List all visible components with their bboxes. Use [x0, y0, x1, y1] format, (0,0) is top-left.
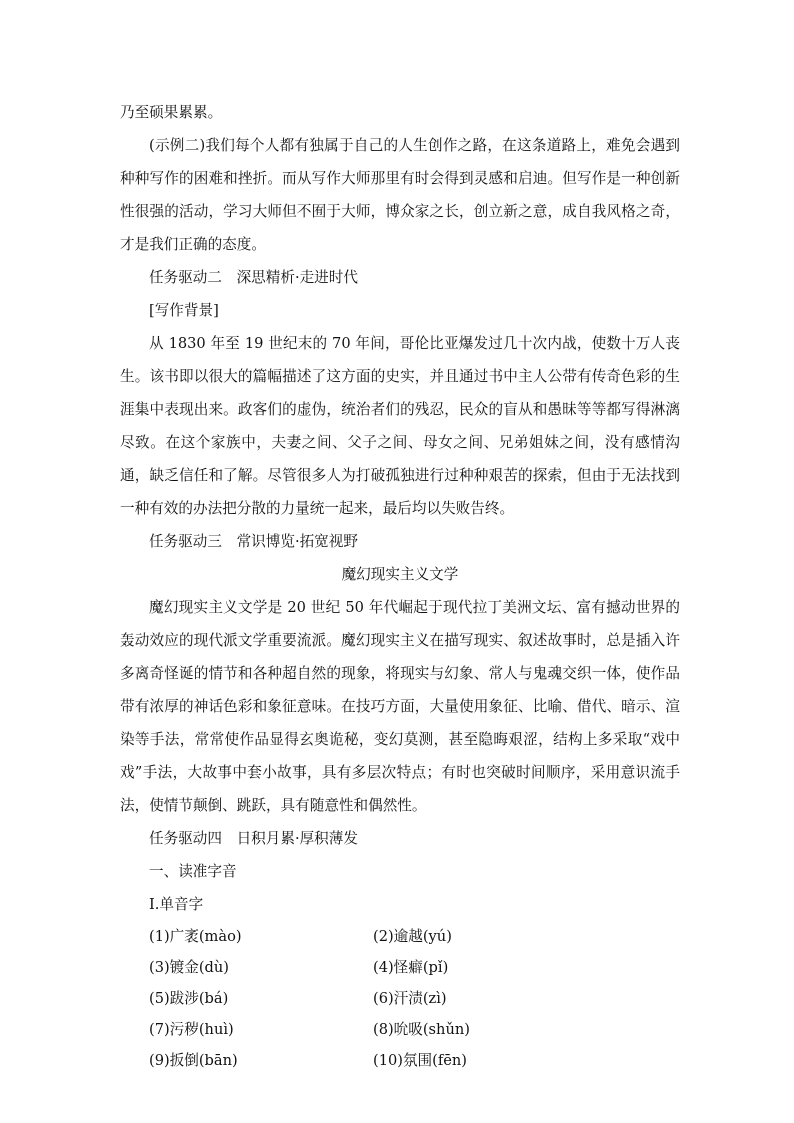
word-item: (10)氛围(fēn) [373, 1052, 467, 1069]
task-heading-two: 任务驱动二 深思精析·走进时代 [149, 269, 358, 286]
word-item: (2)逾越(yú) [373, 928, 452, 945]
subheading-pronunciation: 一、读准字音 [149, 863, 237, 880]
word-item: (8)吮吸(shǔn) [373, 1021, 470, 1038]
document-page [120, 96, 680, 1076]
word-item: (6)汗渍(zì) [373, 990, 447, 1007]
word-item: (4)怪癖(pǐ) [373, 959, 449, 976]
section-title: 魔幻现实主义文学 [341, 566, 459, 583]
paragraph-example-two: (示例二)我们每个人都有独属于自己的人生创作之路，在这条道路上，难免会遇到种种写作的困难和挫折。而从写作大师那里有时会得到灵感和启迪。但写作是一种创新性很强的活动，学习大师但不囿于大师，博众家之长，创立新之意，成自我风格之奇，才是我们正确的态度。 [120, 137, 680, 253]
writing-background-label: [写作背景] [149, 302, 219, 319]
word-item: (1)广袤(mào) [149, 928, 242, 945]
word-item: (5)跋涉(bá) [149, 990, 229, 1007]
word-item: (9)扳倒(bān) [149, 1052, 238, 1069]
word-item: (3)镀金(dù) [149, 959, 229, 976]
paragraph-magical-realism: 魔幻现实主义文学是 20 世纪 50 年代崛起于现代拉丁美洲文坛、富有撼动世界的轰动效应的现代派文学重要流派。魔幻现实主义在描写现实、叙述故事时，总是插入许多离奇怪诞的情节和各种超自然的现象，将现实与幻象、常人与鬼魂交织一体，使作品带有浓厚的神话色彩和象征意味。在技巧方面，大量使用象征、比喻、借代、暗示、渲染等手法，常常使作品显得玄奥诡秘，变幻莫测，甚至隐晦艰涩，结构上多采取“戏中戏”手法，大故事中套小故事，具有多层次特点；有时也突破时间顺序，采用意识流手法，使情节颠倒、跳跃，具有随意性和偶然性。 [120, 599, 680, 814]
task-heading-four: 任务驱动四 日积月累·厚积薄发 [149, 830, 358, 847]
paragraph-example-one-end: 乃至硕果累累。 [120, 104, 223, 121]
word-list [120, 921, 680, 1076]
subheading-single-pronunciation: Ⅰ.单音字 [149, 896, 204, 913]
task-heading-three: 任务驱动三 常识博览·拓宽视野 [149, 533, 358, 550]
word-item: (7)污秽(huì) [149, 1021, 234, 1038]
paragraph-writing-background: 从 1830 年至 19 世纪末的 70 年间，哥伦比亚爆发过几十次内战，使数十万人丧生。该书即以很大的篇幅描述了这方面的史实，并且通过书中主人公带有传奇色彩的生涯集中表现出来。政客们的虚伪，统治者们的残忍，民众的盲从和愚昧等等都写得淋漓尽致。在这个家族中，夫妻之间、父子之间、母女之间、兄弟姐妹之间，没有感情沟通，缺乏信任和了解。尽管很多人为打破孤独进行过种种艰苦的探索，但由于无法找到一种有效的办法把分散的力量统一起来，最后均以失败告终。 [120, 335, 680, 517]
